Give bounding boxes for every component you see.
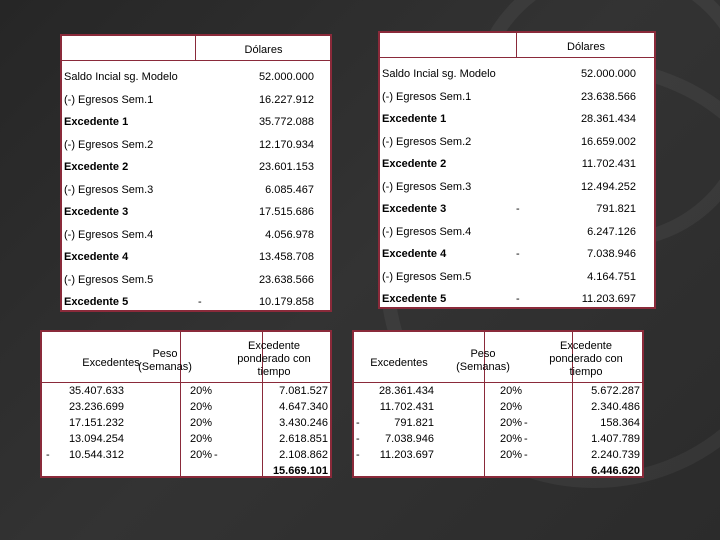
weighted-excedente: 11.203.697	[379, 449, 434, 461]
weighted-sign: -	[356, 449, 360, 461]
right-weighted-header-ponderado: Excedente ponderado con tiempo	[549, 340, 623, 378]
weighted-ponderado: 2.240.739	[591, 449, 640, 461]
weighted-excedente: 23.236.699	[68, 401, 124, 413]
row-sign: -	[516, 203, 520, 215]
weighted-excedente: 791.821	[394, 417, 434, 429]
row-label: Excedente 1	[64, 116, 129, 128]
row-value: 11.702.431	[581, 158, 636, 170]
row-value: 52.000.000	[580, 68, 636, 80]
row-value: 6.085.467	[265, 183, 314, 196]
right-weighted-total: 6.446.620	[591, 465, 640, 477]
weighted-sign: -	[356, 417, 360, 429]
weighted-peso: 20%	[189, 417, 212, 429]
row-label: Saldo Incial sg. Modelo	[382, 68, 496, 80]
row-label: Saldo Incial sg. Modelo	[64, 71, 178, 83]
weighted-excedente: 17.151.232	[68, 417, 124, 429]
row-label: (-) Egresos Sem.1	[382, 90, 472, 103]
row-label: (-) Egresos Sem.1	[64, 93, 154, 106]
weighted-value-sign: -	[524, 449, 528, 461]
row-value: 6.247.126	[587, 225, 636, 238]
weighted-ponderado: 5.672.287	[591, 385, 640, 397]
weighted-ponderado: 4.647.340	[279, 401, 328, 413]
weighted-value-sign: -	[214, 449, 218, 461]
weighted-ponderado: 2.618.851	[279, 433, 328, 445]
row-label: Excedente 3	[64, 206, 129, 218]
weighted-ponderado: 1.407.789	[591, 433, 640, 445]
weighted-excedente: 35.407.633	[68, 385, 124, 397]
weighted-value-sign: -	[524, 417, 528, 429]
row-label: (-) Egresos Sem.4	[64, 228, 154, 241]
weighted-excedente: 11.702.431	[379, 401, 434, 413]
weighted-sign: -	[46, 449, 50, 461]
weighted-ponderado: 2.340.486	[591, 401, 640, 413]
right-table-header: Dólares	[567, 41, 605, 53]
row-value: 23.638.566	[580, 90, 636, 103]
left-weighted-table	[40, 330, 332, 478]
row-label: Excedente 1	[382, 113, 447, 125]
row-value: 12.170.934	[258, 138, 314, 151]
weighted-sign: -	[356, 433, 360, 445]
weighted-peso: 20%	[189, 433, 212, 445]
weighted-peso: 20%	[189, 449, 212, 461]
row-value: 23.638.566	[258, 273, 314, 286]
row-value: 35.772.088	[258, 116, 314, 128]
right-weighted-header-excedentes: Excedentes	[370, 357, 428, 369]
row-value: 52.000.000	[258, 71, 314, 83]
row-value: 16.227.912	[258, 93, 314, 106]
weighted-peso: 20%	[499, 449, 522, 461]
weighted-excedente: 28.361.434	[378, 385, 434, 397]
left-table-header: Dólares	[244, 44, 283, 56]
row-value: 13.458.708	[258, 251, 314, 263]
row-label: Excedente 4	[64, 251, 129, 263]
weighted-peso: 20%	[189, 385, 212, 397]
row-value: 7.038.946	[587, 248, 636, 260]
row-label: Excedente 2	[382, 158, 447, 170]
weighted-excedente: 13.094.254	[68, 433, 124, 445]
left-weighted-header-excedentes: Excedentes	[82, 357, 140, 369]
weighted-peso: 20%	[189, 401, 212, 413]
weighted-peso: 20%	[499, 433, 522, 445]
weighted-peso: 20%	[499, 385, 522, 397]
weighted-excedente: 10.544.312	[68, 449, 124, 461]
left-balance-table	[60, 34, 332, 312]
row-sign: -	[516, 293, 520, 305]
weighted-excedente: 7.038.946	[385, 433, 434, 445]
row-label: (-) Egresos Sem.3	[382, 180, 472, 193]
weighted-ponderado: 2.108.862	[279, 449, 328, 461]
row-sign: -	[198, 296, 202, 308]
row-value: 11.203.697	[581, 293, 636, 305]
row-label: Excedente 5	[382, 293, 447, 305]
weighted-ponderado: 158.364	[600, 417, 640, 429]
row-value: 16.659.002	[580, 135, 636, 148]
right-balance-table	[378, 31, 656, 309]
row-value: 28.361.434	[580, 113, 636, 125]
row-label: Excedente 5	[64, 296, 129, 308]
row-label: (-) Egresos Sem.5	[64, 273, 154, 286]
weighted-value-sign: -	[524, 433, 528, 445]
row-value: 10.179.858	[258, 296, 314, 308]
weighted-peso: 20%	[499, 401, 522, 413]
row-value: 23.601.153	[258, 161, 314, 173]
row-value: 17.515.686	[258, 206, 314, 218]
left-weighted-total: 15.669.101	[272, 465, 328, 477]
right-weighted-header-peso: Peso (Semanas)	[456, 348, 510, 373]
weighted-ponderado: 7.081.527	[279, 385, 328, 397]
row-label: Excedente 4	[382, 248, 447, 260]
left-weighted-header-ponderado: Excedente ponderado con tiempo	[237, 340, 311, 378]
weighted-ponderado: 3.430.246	[279, 417, 328, 429]
right-weighted-table	[352, 330, 644, 478]
row-label: (-) Egresos Sem.2	[382, 135, 472, 148]
row-label: (-) Egresos Sem.3	[64, 183, 154, 196]
row-label: (-) Egresos Sem.4	[382, 225, 472, 238]
row-label: (-) Egresos Sem.5	[382, 270, 472, 283]
row-label: Excedente 3	[382, 203, 447, 215]
row-sign: -	[516, 248, 520, 260]
left-weighted-header-peso: Peso (Semanas)	[138, 348, 192, 373]
weighted-peso: 20%	[499, 417, 522, 429]
row-label: (-) Egresos Sem.2	[64, 138, 154, 151]
row-value: 4.164.751	[587, 270, 636, 283]
row-value: 12.494.252	[580, 180, 636, 193]
row-value: 791.821	[596, 203, 636, 215]
row-value: 4.056.978	[265, 228, 314, 241]
row-label: Excedente 2	[64, 161, 129, 173]
